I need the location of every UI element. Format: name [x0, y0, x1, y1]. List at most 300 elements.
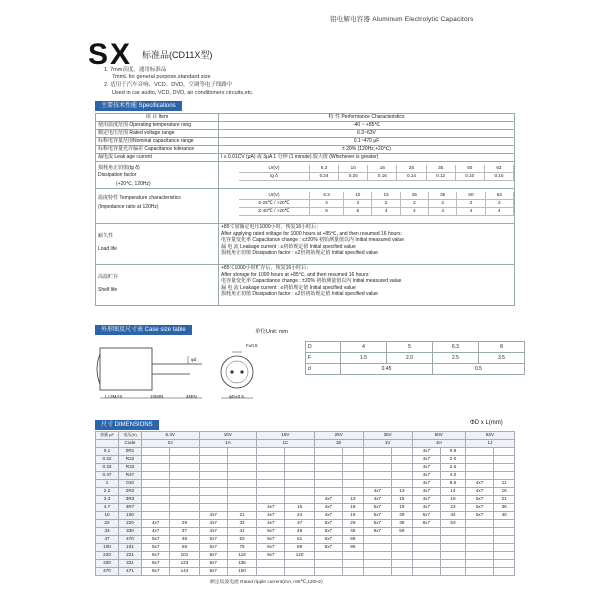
case-size-cell: 8x7 — [199, 568, 227, 576]
temp-value: 2 — [485, 200, 513, 208]
case-size-cell — [142, 512, 170, 520]
table-row — [96, 496, 515, 504]
outline-unit: 单位Unit: mm — [255, 329, 289, 335]
case-size-cell: 4x7 — [412, 448, 440, 456]
capacitance-cell: 220 — [96, 552, 119, 560]
ripple-current-cell: 58 — [170, 544, 199, 552]
case-size-cell: 4x7 — [314, 512, 342, 520]
table-row — [96, 520, 515, 528]
case-size-cell — [199, 488, 227, 496]
temp-volt: 25 — [400, 192, 428, 200]
page-header: 铝电解电容器 Aluminum Electrolytic Capacitors — [330, 16, 474, 23]
load-line: 漏 电 流 Leakage current : ≤初始规定值 Initial specified value — [221, 243, 356, 250]
ripple-current-cell — [494, 560, 515, 568]
code-cell: 3R3 — [119, 496, 142, 504]
case-size-cell — [314, 560, 342, 568]
case-size-cell — [412, 536, 440, 544]
case-size-cell: 5x7 — [465, 496, 493, 504]
cap-header: 容量 μF — [96, 432, 119, 440]
case-size-cell: 6x7 — [142, 552, 170, 560]
temp-volt: 63 — [485, 192, 513, 200]
ripple-current-cell — [227, 464, 256, 472]
code-cell: 4R7 — [119, 504, 142, 512]
capacitance-cell: 0.1 — [96, 448, 119, 456]
leak-value: I ≤ 0.01CV (μA) 或 3μA 1 分钟 (1 minute) 取大值 (Whichever is greater) — [219, 154, 515, 162]
ripple-current-cell: 135 — [227, 560, 256, 568]
case-size-cell: 4x7 — [412, 456, 440, 464]
case-size-cell — [363, 552, 391, 560]
case-size-cell — [465, 544, 493, 552]
df-label: 损耗角正切值(tg δ) — [98, 165, 140, 171]
case-size-cell: 5x7 — [363, 512, 391, 520]
case-size-cell — [314, 552, 342, 560]
ripple-current-cell: 37 — [170, 528, 199, 536]
temp-row-label: Z-40℃ / +20℃ — [239, 208, 310, 216]
case-size-cell — [412, 544, 440, 552]
ripple-current-cell: 11 — [494, 480, 515, 488]
case-size-cell — [465, 568, 493, 576]
ripple-current-cell: 13 — [343, 496, 364, 504]
case-size-cell — [465, 536, 493, 544]
ripple-current-cell — [494, 520, 515, 528]
spec-value: 0.1~470 μF — [219, 138, 515, 146]
case-size-cell — [142, 480, 170, 488]
dimensions-table — [95, 431, 515, 576]
ripple-current-cell — [170, 504, 199, 512]
ripple-current-cell: 4.0 — [441, 472, 466, 480]
ripple-current-cell: 18 — [441, 496, 466, 504]
feature-line: 7mmL for general purpose,standard size — [112, 74, 211, 80]
spec-value: 6.3~63V — [219, 130, 515, 138]
case-size-cell — [199, 472, 227, 480]
load-label: 耐久性 — [98, 233, 114, 239]
temp-value: 2 — [457, 200, 485, 208]
ripple-current-cell: 29 — [392, 512, 413, 520]
code-cell: R47 — [119, 472, 142, 480]
case-size-cell — [412, 528, 440, 536]
spec-label: 额定电压范围 Rated voltage range — [96, 130, 219, 138]
ripple-current-cell — [227, 480, 256, 488]
ripple-current-cell: 14 — [441, 488, 466, 496]
label-d: φd — [191, 357, 197, 362]
ripple-current-cell: 19 — [392, 504, 413, 512]
ripple-current-cell — [392, 456, 413, 464]
temp-label-en: (Impedance ratio at 120Hz) — [98, 203, 159, 210]
table-row — [96, 544, 515, 552]
temp-value: 4 — [457, 208, 485, 216]
case-size-cell: 8x7 — [314, 544, 342, 552]
feature-line: 2. 适用于汽车音响、VCD、DVD、空调等电子线路中 — [104, 82, 233, 88]
temp-value: 4 — [429, 208, 457, 216]
capacitance-cell: 1 — [96, 480, 119, 488]
case-size-cell — [257, 464, 285, 472]
case-size-table — [305, 341, 525, 375]
case-size-cell — [465, 472, 493, 480]
shelf-label-en: Shelf life — [98, 286, 118, 293]
temp-label: 温度特性 Temperature characteristics — [98, 195, 181, 201]
dimensions-unit: ΦD x L(mm) — [470, 420, 503, 426]
capacitor-body — [100, 348, 152, 390]
case-size-cell — [363, 480, 391, 488]
label-f: F±0.5 — [246, 343, 258, 348]
case-size-cell — [314, 464, 342, 472]
voltage-code: 1A — [199, 440, 257, 448]
case-size-cell: 4x7 — [314, 504, 342, 512]
case-size-cell: 4x7 — [199, 528, 227, 536]
df-volt: 63 — [484, 165, 513, 173]
footnote: 额定纹波电流 Rated ripple current(mA,+85℃,120Hz) — [210, 580, 323, 585]
temp-volt: 6.3 — [310, 192, 344, 200]
label-l: L+3MAX — [105, 394, 123, 399]
label-lead1: 15MIN — [150, 394, 164, 399]
df-volt: 10 — [339, 165, 368, 173]
ripple-current-cell: 16 — [392, 496, 413, 504]
df-value: 0.14 — [397, 173, 426, 181]
ripple-current-cell — [494, 552, 515, 560]
label-dia: φD±0.5 — [229, 394, 244, 399]
temp-value: 4 — [310, 200, 344, 208]
code-cell: R33 — [119, 464, 142, 472]
dimensions-section-title: 尺寸 DIMENSIONS — [95, 420, 159, 430]
case-size-cell: 6x7 — [199, 544, 227, 552]
case-size-cell: 8x7 — [199, 560, 227, 568]
dim-value: 1.5 — [341, 353, 387, 364]
voltage-header: 25V — [314, 432, 363, 440]
ripple-current-cell — [343, 560, 364, 568]
voltage-code: 0J — [142, 440, 200, 448]
shelf-line: 漏 电 流 Leakage current : ≤初始规定值 Initial specified value — [221, 284, 356, 291]
ripple-current-cell: 59 — [343, 536, 364, 544]
ripple-current-cell: 89 — [285, 544, 314, 552]
voltage-header: 50V — [412, 432, 465, 440]
ripple-current-cell: 19 — [343, 512, 364, 520]
ripple-current-cell — [227, 472, 256, 480]
ripple-current-cell — [494, 464, 515, 472]
code-cell: 220 — [119, 520, 142, 528]
ripple-current-cell — [285, 560, 314, 568]
case-size-cell — [142, 464, 170, 472]
case-size-cell — [142, 456, 170, 464]
ripple-current-cell — [227, 504, 256, 512]
df-row-label: tg δ — [239, 173, 310, 181]
lead-dot — [230, 370, 233, 373]
feature-line: Used in car audio, VCD, DVD, air conditioners circuits,etc. — [112, 90, 254, 96]
ripple-current-cell: 23 — [441, 504, 466, 512]
case-size-cell: 4x7 — [199, 520, 227, 528]
ripple-current-cell: 75 — [227, 544, 256, 552]
shelf-line: After storage for 1000 hours at +85℃, and then resumed 16 hours: — [221, 271, 370, 278]
ripple-current-cell: 29 — [170, 520, 199, 528]
case-size-cell — [363, 544, 391, 552]
voltage-code: 1E — [314, 440, 363, 448]
ripple-current-cell: 36 — [494, 504, 515, 512]
series-name: SX — [88, 38, 133, 71]
dim-value: 0.5 — [433, 364, 525, 375]
df-value: 0.10 — [484, 173, 513, 181]
capacitance-cell: 0.22 — [96, 456, 119, 464]
case-size-cell — [363, 464, 391, 472]
case-size-cell — [257, 456, 285, 464]
ripple-current-cell — [285, 472, 314, 480]
case-size-cell: 6x7 — [314, 536, 342, 544]
df-value: 0.12 — [426, 173, 455, 181]
ripple-current-cell — [285, 456, 314, 464]
ripple-current-cell — [494, 456, 515, 464]
capacitance-cell: 0.47 — [96, 472, 119, 480]
ripple-current-cell — [441, 552, 466, 560]
ripple-current-cell — [170, 464, 199, 472]
case-size-cell: 6x7 — [257, 544, 285, 552]
case-size-cell: 4x7 — [257, 512, 285, 520]
ripple-current-cell: 41 — [227, 528, 256, 536]
temp-value: 2 — [372, 200, 400, 208]
df-header: Ur(V) — [239, 165, 310, 173]
ripple-current-cell: 16 — [494, 488, 515, 496]
capacitance-cell: 33 — [96, 528, 119, 536]
series-subtitle: 标准品(CD11X型) — [142, 50, 213, 60]
case-size-cell: 5x7 — [465, 504, 493, 512]
case-size-cell: 5x7 — [142, 544, 170, 552]
temp-header: Ur(V) — [239, 192, 310, 200]
df-volt: 25 — [397, 165, 426, 173]
ripple-current-cell: 59 — [392, 528, 413, 536]
case-size-cell: 4x7 — [412, 488, 440, 496]
voltage-header: 10V — [199, 432, 257, 440]
case-size-cell: 4x7 — [314, 496, 342, 504]
code-cell: 0R1 — [119, 448, 142, 456]
ripple-current-cell — [285, 488, 314, 496]
ripple-current-cell: 101 — [170, 552, 199, 560]
case-size-cell: 4x7 — [412, 472, 440, 480]
case-size-cell — [257, 496, 285, 504]
ripple-current-cell — [392, 472, 413, 480]
case-size-cell: 5x7 — [412, 512, 440, 520]
ripple-current-cell: 16 — [285, 504, 314, 512]
case-size-cell: 4x7 — [412, 504, 440, 512]
ripple-current-cell — [392, 536, 413, 544]
case-size-cell: 4x7 — [412, 464, 440, 472]
shelf-line: 损耗角正切值 Dissipation factor : ≤2倍初始规定值 Initial specified value — [221, 291, 378, 297]
ripple-current-cell — [170, 456, 199, 464]
ripple-current-cell — [170, 448, 199, 456]
capacitance-cell: 4.7 — [96, 504, 119, 512]
spec-label: 标称电容量允许偏差 Capacitance tolerance — [96, 146, 219, 154]
case-size-cell — [142, 488, 170, 496]
temp-value: 3 — [344, 200, 372, 208]
case-size-cell: 5x7 — [465, 512, 493, 520]
case-size-cell — [314, 472, 342, 480]
capacitance-cell: 470 — [96, 568, 119, 576]
ripple-current-cell: 51 — [285, 536, 314, 544]
ripple-current-cell — [392, 480, 413, 488]
ripple-current-cell — [441, 544, 466, 552]
code-cell: 010 — [119, 480, 142, 488]
ripple-current-cell: 29 — [343, 520, 364, 528]
case-size-cell — [199, 456, 227, 464]
df-table — [239, 165, 514, 181]
load-line: After applying rated voltage for 1000 hours at +85℃, and then resumed 16 hours: — [221, 230, 402, 237]
lead-dot — [240, 370, 243, 373]
temp-table — [239, 192, 514, 216]
ripple-current-cell: 46 — [170, 536, 199, 544]
df-value: 0.10 — [455, 173, 484, 181]
ripple-current-cell: 95 — [343, 544, 364, 552]
ripple-current-cell: 150 — [227, 568, 256, 576]
case-size-cell: 4x7 — [363, 488, 391, 496]
voltage-code: 1C — [257, 440, 315, 448]
df-volt: 35 — [426, 165, 455, 173]
case-size-cell — [465, 520, 493, 528]
code-cell: 331 — [119, 560, 142, 568]
table-row — [96, 560, 515, 568]
ripple-current-cell: 8.5 — [441, 480, 466, 488]
case-size-cell — [412, 552, 440, 560]
dim-value: 2.0 — [387, 353, 433, 364]
ripple-current-cell — [227, 448, 256, 456]
outline-drawing — [92, 334, 302, 412]
shelf-label: 高温贮存 — [98, 274, 119, 280]
ripple-current-cell — [170, 472, 199, 480]
load-line: +85℃加额定电压1000小时，恢复16小时后： — [221, 224, 322, 230]
voltage-header: 35V — [363, 432, 412, 440]
ripple-current-cell: 123 — [170, 560, 199, 568]
dim-row-label: F — [306, 353, 341, 364]
ripple-current-cell — [494, 448, 515, 456]
case-size-cell: 4x7 — [257, 520, 285, 528]
spec-section-title: 主要技术性能 Specifications — [95, 101, 182, 111]
dim-value: 0.45 — [341, 364, 433, 375]
case-size-cell: 4x7 — [412, 496, 440, 504]
case-size-cell: 4x7 — [257, 504, 285, 512]
code-cell: 2R2 — [119, 488, 142, 496]
case-size-cell — [465, 560, 493, 568]
table-row — [96, 528, 515, 536]
case-size-cell: 4x7 — [142, 528, 170, 536]
case-size-cell — [465, 464, 493, 472]
case-size-cell — [363, 536, 391, 544]
ripple-current-cell — [343, 552, 364, 560]
case-size-cell: 5x7 — [199, 536, 227, 544]
ripple-current-cell — [343, 448, 364, 456]
ripple-current-cell — [494, 544, 515, 552]
label-lead2: 4MIN — [186, 394, 197, 399]
ripple-current-cell — [170, 488, 199, 496]
code-cell: 100 — [119, 512, 142, 520]
case-size-cell: 8x7 — [199, 552, 227, 560]
ripple-current-cell — [392, 568, 413, 576]
ripple-current-cell — [343, 472, 364, 480]
temp-value: 4 — [400, 208, 428, 216]
case-size-cell — [199, 504, 227, 512]
case-size-cell: 4x7 — [465, 488, 493, 496]
ripple-current-cell — [441, 560, 466, 568]
df-value: 0.20 — [339, 173, 368, 181]
ripple-current-cell — [285, 464, 314, 472]
ripple-current-cell — [392, 448, 413, 456]
ripple-current-cell — [494, 528, 515, 536]
ripple-current-cell — [494, 536, 515, 544]
case-size-cell — [199, 480, 227, 488]
ripple-current-cell: 53 — [441, 520, 466, 528]
feature-line: 1. 7mm高度，通用标准品 — [104, 67, 167, 73]
case-size-cell — [199, 448, 227, 456]
dim-value: 6.3 — [433, 342, 479, 353]
col-item-header: 项 目 Item — [96, 114, 219, 122]
case-size-cell — [199, 496, 227, 504]
ripple-current-cell — [285, 480, 314, 488]
load-line: 电容量变化率 Capacitance change : ≤±20% 初始测量值以内 Initial measured value — [221, 237, 405, 243]
case-size-cell — [363, 456, 391, 464]
temp-value: 6 — [344, 208, 372, 216]
ripple-current-cell: 53 — [227, 536, 256, 544]
dim-value: 5 — [387, 342, 433, 353]
ripple-current-cell: 2.5 — [441, 464, 466, 472]
case-size-cell — [257, 480, 285, 488]
capacitance-cell: 0.33 — [96, 464, 119, 472]
case-size-cell — [465, 552, 493, 560]
ripple-current-cell — [227, 488, 256, 496]
ripple-current-cell: 2.0 — [441, 456, 466, 464]
case-size-cell — [257, 472, 285, 480]
ripple-current-cell: 120 — [285, 552, 314, 560]
case-size-cell: 8x7 — [257, 552, 285, 560]
dim-value: 4 — [341, 342, 387, 353]
capacitance-cell: 22 — [96, 520, 119, 528]
ripple-current-cell — [392, 552, 413, 560]
case-size-cell — [465, 448, 493, 456]
table-row — [96, 504, 515, 512]
case-size-cell: 8x7 — [142, 568, 170, 576]
table-row — [96, 480, 515, 488]
load-line: 损耗角正切值 Dissipation factor : ≤2倍初始规定值 Initial specified value — [221, 250, 378, 256]
voltage-header: 16V — [257, 432, 315, 440]
code-cell: R22 — [119, 456, 142, 464]
ripple-current-cell — [494, 472, 515, 480]
capacitor-end — [97, 354, 100, 384]
case-size-cell — [314, 488, 342, 496]
table-row — [96, 568, 515, 576]
ripple-current-cell — [441, 536, 466, 544]
temp-value: 4 — [372, 208, 400, 216]
voltage-header: 6.3V — [142, 432, 200, 440]
ripple-current-cell: 38 — [392, 520, 413, 528]
table-row — [96, 472, 515, 480]
df-value: 0.24 — [310, 173, 339, 181]
table-row — [96, 488, 515, 496]
case-size-cell: 5x7 — [314, 528, 342, 536]
case-size-cell — [257, 560, 285, 568]
code-cell: 330 — [119, 528, 142, 536]
case-size-cell: 4x7 — [412, 480, 440, 488]
ripple-current-cell — [343, 464, 364, 472]
case-size-cell: 4x7 — [363, 496, 391, 504]
case-size-cell: 6x7 — [412, 520, 440, 528]
case-size-cell: 8x7 — [363, 528, 391, 536]
case-size-cell — [142, 448, 170, 456]
spec-value: ± 20% (120Hz,+20℃) — [219, 146, 515, 154]
dim-row-label: d — [306, 364, 341, 375]
spec-value: -40 ~ +85℃ — [219, 122, 515, 130]
leak-label: 漏电流 Leak age current — [96, 154, 219, 162]
ripple-current-cell — [227, 496, 256, 504]
capacitance-cell: 47 — [96, 536, 119, 544]
case-size-cell — [412, 560, 440, 568]
dim-value: 2.5 — [433, 353, 479, 364]
case-size-cell — [314, 456, 342, 464]
case-size-cell — [314, 568, 342, 576]
ripple-current-cell — [441, 528, 466, 536]
ripple-current-cell — [285, 448, 314, 456]
